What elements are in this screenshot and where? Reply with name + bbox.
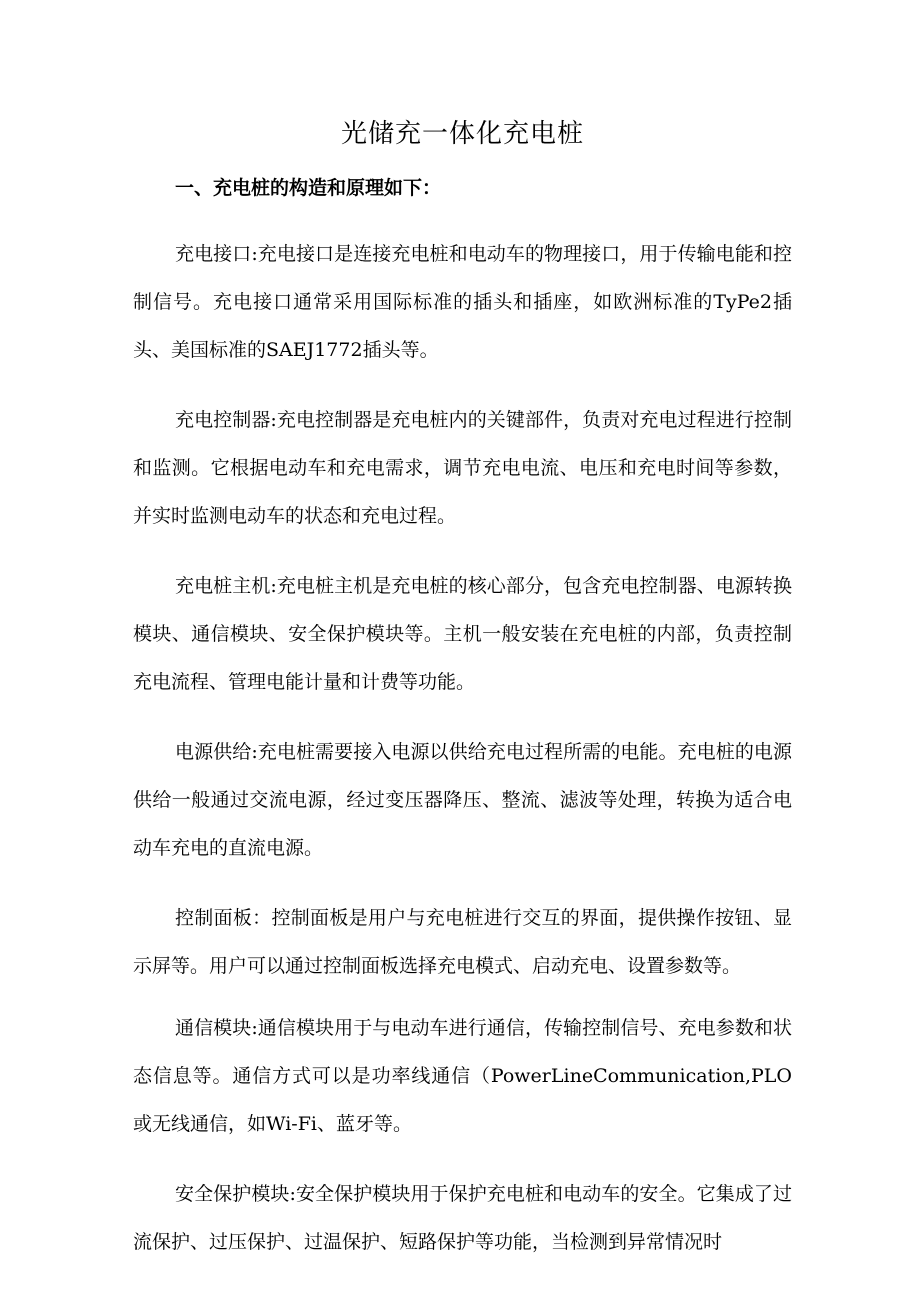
section-heading: 一、充电桩的构造和原理如下： xyxy=(175,177,442,199)
paragraph-control-panel: 控制面板：控制面板是用户与充电桩进行交互的界面，提供操作按钮、显示屏等。用户可以通过控制面板选择充电模式、启动充电、设置参数等。 xyxy=(133,907,792,977)
paragraph-communication-module: 通信模块:通信模块用于与电动车进行通信，传输控制信号、充电参数和状态信息等。通信方式可以是功率线通信（PowerLineCommunication,PLO或无线通信，如Wi-Fi、蓝牙等。 xyxy=(133,1017,792,1135)
paragraph-charging-controller: 充电控制器:充电控制器是充电桩内的关键部件，负责对充电过程进行控制和监测。它根据电动车和充电需求，调节充电电流、电压和充电时间等参数，并实时监测电动车的状态和充电过程。 xyxy=(133,409,792,527)
paragraph-charging-interface: 充电接口:充电接口是连接充电桩和电动车的物理接口，用于传输电能和控制信号。充电接口通常采用国际标准的插头和插座，如欧洲标准的TyPe2插头、美国标准的SAEJ1772插头等。 xyxy=(133,243,792,361)
paragraph-power-supply: 电源供给:充电桩需要接入电源以供给充电过程所需的电能。充电桩的电源供给一般通过交流电源，经过变压器降压、整流、滤波等处理，转换为适合电动车充电的直流电源。 xyxy=(133,741,792,859)
document-title: 光储充一体化充电桩 xyxy=(340,119,584,149)
paragraph-safety-module: 安全保护模块:安全保护模块用于保护充电桩和电动车的安全。它集成了过流保护、过压保护、过温保护、短路保护等功能，当检测到异常情况时 xyxy=(133,1183,792,1253)
paragraph-charger-host: 充电桩主机:充电桩主机是充电桩的核心部分，包含充电控制器、电源转换模块、通信模块、安全保护模块等。主机一般安装在充电桩的内部，负责控制充电流程、管理电能计量和计费等功能。 xyxy=(133,575,792,693)
